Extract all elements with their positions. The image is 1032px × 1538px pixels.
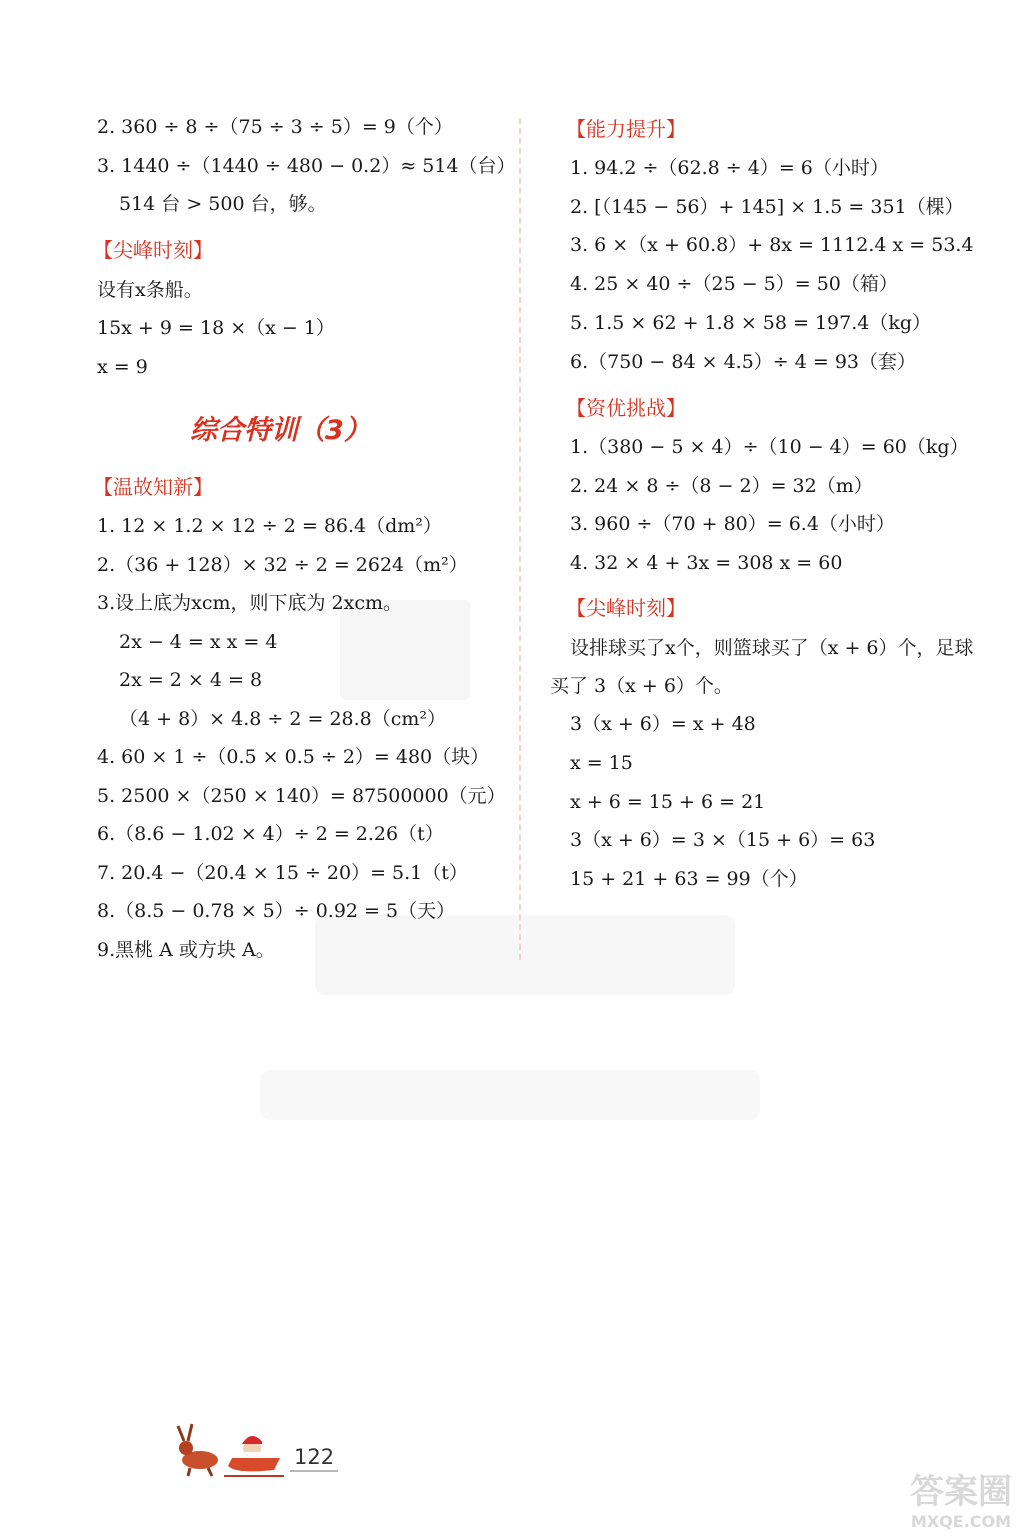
answer-line: 1. 12 × 1.2 × 12 ÷ 2 = 86.4（dm²）: [97, 515, 442, 537]
peak-moment-heading: 【尖峰时刻】: [566, 596, 686, 620]
answer-line: x + 6 = 15 + 6 = 21: [570, 791, 766, 813]
answer-line: 3. 1440 ÷（1440 ÷ 480 − 0.2）≈ 514（台）: [97, 155, 516, 177]
answer-line: 2. [（145 − 56）+ 145] × 1.5 = 351（棵）: [570, 196, 964, 218]
background-watermark-text-large: [315, 915, 735, 995]
answer-line: 1.（380 − 5 × 4）÷（10 − 4）= 60（kg）: [570, 436, 969, 458]
reindeer-sleigh-illustration: [176, 1420, 291, 1480]
answer-line: 3.设上底为xcm，则下底为 2xcm。: [97, 592, 403, 614]
answer-line: 2x − 4 = x x = 4: [119, 631, 278, 653]
answer-line: 514 台 > 500 台，够。: [119, 193, 327, 215]
answer-line: 2. 360 ÷ 8 ÷（75 ÷ 3 ÷ 5）= 9（个）: [97, 116, 453, 138]
answer-line: 2x = 2 × 4 = 8: [119, 669, 263, 691]
answer-line: 5. 1.5 × 62 + 1.8 × 58 = 197.4（kg）: [570, 312, 932, 334]
answer-line: 7. 20.4 −（20.4 × 15 ÷ 20）= 5.1（t）: [97, 862, 468, 884]
answer-line: 5. 2500 ×（250 × 140）= 87500000（元）: [97, 785, 506, 807]
answer-line: 6.（8.6 − 1.02 × 4）÷ 2 = 2.26（t）: [97, 823, 444, 845]
answer-line: 8.（8.5 − 0.78 × 5）÷ 0.92 = 5（天）: [97, 900, 456, 922]
answer-line: 设有x条船。: [97, 279, 203, 301]
answer-line: 2. 24 × 8 ÷（8 − 2）= 32（m）: [570, 475, 873, 497]
page-number: 122: [290, 1444, 338, 1472]
site-watermark-logo: [896, 1472, 1026, 1534]
review-heading: 【温故知新】: [93, 475, 213, 499]
section-title: 综合特训（3）: [190, 415, 371, 446]
answer-line: 4. 25 × 40 ÷（25 − 5）= 50（箱）: [570, 273, 898, 295]
answer-line: 1. 94.2 ÷（62.8 ÷ 4）= 6（小时）: [570, 157, 889, 179]
peak-moment-heading: 【尖峰时刻】: [93, 238, 213, 262]
answer-line: （4 + 8）× 4.8 ÷ 2 = 28.8（cm²）: [119, 708, 447, 730]
challenge-heading: 【资优挑战】: [566, 396, 686, 420]
answer-line: 3（x + 6）= x + 48: [570, 713, 756, 735]
answer-line: 设排球买了x个，则篮球买了（x + 6）个，足球: [570, 637, 974, 659]
answer-line: 15 + 21 + 63 = 99（个）: [570, 868, 808, 890]
answer-line: 3. 960 ÷（70 + 80）= 6.4（小时）: [570, 513, 895, 535]
answer-line: 15x + 9 = 18 ×（x − 1）: [97, 317, 335, 339]
answer-line: 4. 60 × 1 ÷（0.5 × 0.5 ÷ 2）= 480（块）: [97, 746, 490, 768]
answer-line: 4. 32 × 4 + 3x = 308 x = 60: [570, 552, 843, 574]
answer-line: x = 15: [570, 752, 633, 774]
ability-heading: 【能力提升】: [566, 117, 686, 141]
background-watermark-text-small: [260, 1070, 760, 1120]
answer-line: 3. 6 ×（x + 60.8）+ 8x = 1112.4 x = 53.4: [570, 234, 974, 256]
answer-line: x = 9: [97, 356, 148, 378]
answer-line: 6.（750 − 84 × 4.5）÷ 4 = 93（套）: [570, 351, 917, 373]
answer-line: 2.（36 + 128）× 32 ÷ 2 = 2624（m²）: [97, 554, 468, 576]
answer-line: 买了 3（x + 6）个。: [550, 675, 733, 697]
site-watermark-title: 答案圈: [910, 1472, 1012, 1512]
answer-line: 3（x + 6）= 3 ×（15 + 6）= 63: [570, 829, 876, 851]
answer-line: 9.黑桃 A 或方块 A。: [97, 939, 275, 961]
column-divider: [519, 118, 521, 960]
background-watermark-figure: [340, 600, 470, 700]
site-watermark-url: MXQE.COM: [910, 1512, 1012, 1531]
